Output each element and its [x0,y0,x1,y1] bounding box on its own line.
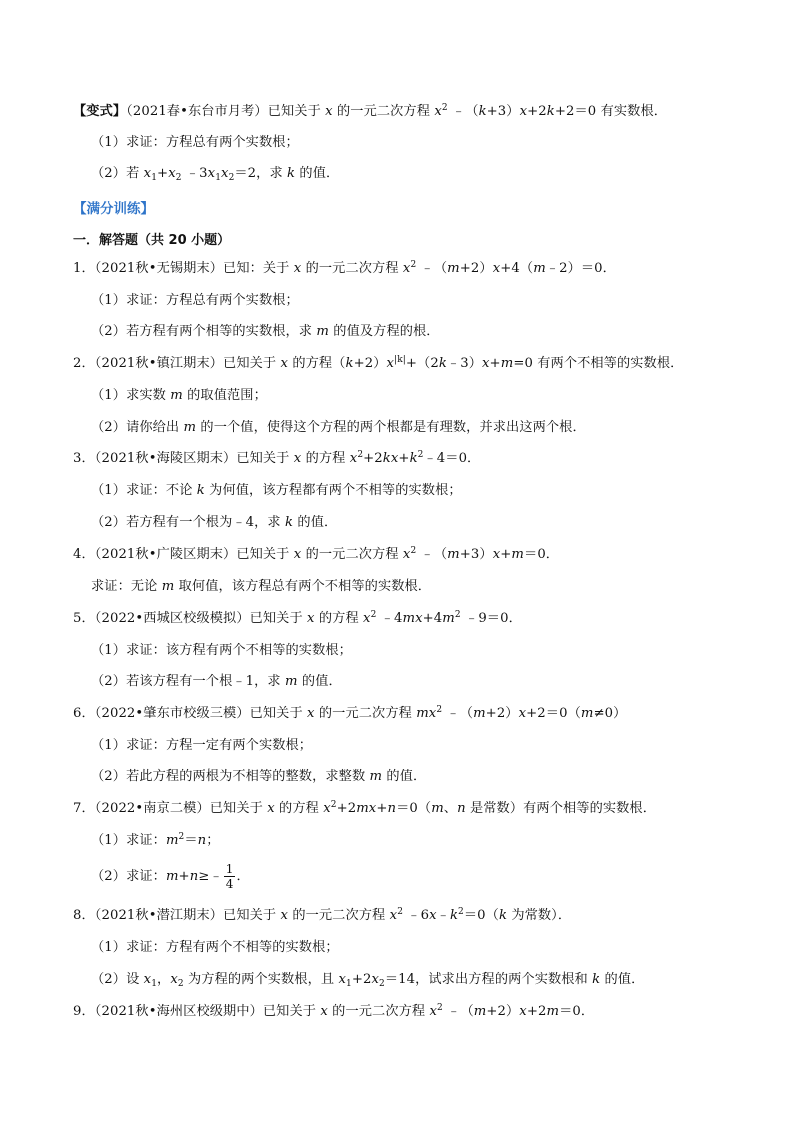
variant-tag: 【变式】 [73,104,127,119]
problem-7-part-1: （1）求证：$m^2=n$； [91,832,220,848]
problem-9-stem: 9．（2021秋•海州区校级期中）已知关于 x 的一元二次方程 $x^2$ ﹣（m+2）x+2m＝0． [73,1003,595,1019]
section-heading: 【满分训练】 [73,201,154,217]
problem-2-part-2: （2）请你给出 m 的一个值，使得这个方程的两个根都是有理数，并求出这两个根． [91,420,586,435]
problem-1-part-1: （1）求证：方程总有两个实数根； [91,293,299,308]
problem-4-body: 求证：无论 m 取何值，该方程总有两个不相等的实数根． [91,579,432,594]
problem-3-part-1: （1）求证：不论 k 为何值，该方程都有两个不相等的实数根； [91,483,462,498]
problem-4-stem: 4．（2021秋•广陵区期末）已知关于 x 的一元二次方程 $x^2$ ﹣（m+3）x+m＝0． [73,546,560,562]
problem-3-stem: 3．（2021秋•海陵区期末）已知关于 x 的方程 $x^2+2kx+k^2﹣4=0$． [73,450,481,466]
problem-5-stem: 5．（2022•西城区校级模拟）已知关于 x 的方程 $x^2$ $﹣4mx+4m^2$ ﹣9＝0． [73,610,522,626]
problem-3-part-2: （2）若方程有一个根为﹣4，求 k 的值． [91,515,338,530]
fraction: $\frac{1}{4}$ [225,862,234,891]
problem-8-part-2: （2）设 $x_1$，$x_2$ 为方程的两个实数根，且 $x_1+2x_2=14$，试求出方程的两个实数根和 k 的值． [91,972,645,989]
variant-part-2: （2）若 $x_1+x_2$ $﹣3x_1x_2=2$，求 k 的值． [91,166,340,183]
problem-7-stem: 7．（2022•南京二模）已知关于 x 的方程 $x^2+2mx+n=0(m$、n 是常数）有两个相等的实数根． [73,800,657,816]
problem-6-stem: 6．（2022•肇东市校级三模）已知关于 x 的一元二次方程 $mx^2$ ﹣（m+2）x+2＝0（m≠0） [73,705,627,721]
problem-5-part-2: （2）若该方程有一个根﹣1，求 m 的值． [91,674,342,689]
subsection-heading: 一．解答题（共 20 小题） [73,233,231,248]
problem-8-part-1: （1）求证：方程有两个不相等的实数根； [91,940,339,955]
variant-part-1: （1）求证：方程总有两个实数根； [91,135,299,150]
problem-1-part-2: （2）若方程有两个相等的实数根，求 m 的值及方程的根． [91,324,440,339]
variant-stem: 【变式】（2021春•东台市月考）已知关于 x 的一元二次方程 $x^2$ ﹣（k+3）x+2k+2＝0 有实数根． [73,103,668,119]
problem-8-stem: 8．（2021秋•潜江期末）已知关于 x 的一元二次方程 $x^2$ $﹣6x﹣k^2=0(k$ 为常数）． [73,907,572,923]
problem-2-part-1: （1）求实数 m 的取值范围； [91,388,267,403]
problem-2-stem: 2．（2021秋•镇江期末）已知关于 x 的方程$(k+2)x^{|k|}+(2k﹣3)x+m=0$ 有两个不相等的实数根． [73,355,684,371]
problem-1-stem: 1．（2021秋•无锡期末）已知：关于 x 的一元二次方程 $x^2$ ﹣（m+2）x+4（m﹣2）＝0． [73,260,616,276]
problem-6-part-2: （2）若此方程的两根为不相等的整数，求整数 m 的值． [91,769,427,784]
problem-6-part-1: （1）求证：方程一定有两个实数根； [91,738,313,753]
problem-5-part-1: （1）求证：该方程有两个不相等的实数根； [91,643,352,658]
problem-7-part-2: （2）求证：m+n≥﹣ $\frac{1}{4}$ ． [91,862,250,891]
